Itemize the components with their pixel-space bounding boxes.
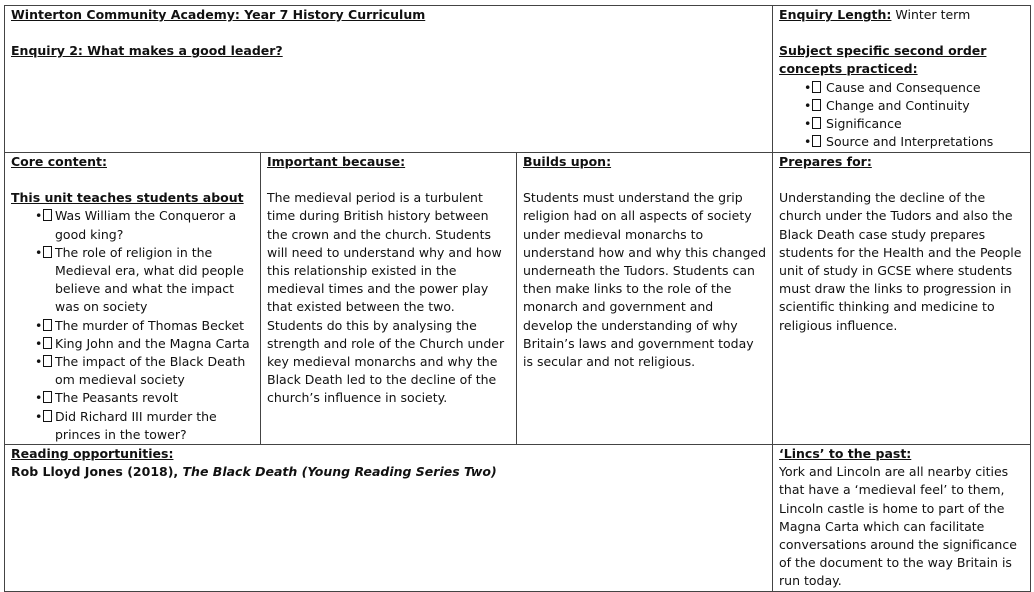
reading-heading: Reading opportunities: (11, 446, 174, 462)
list-item: • The murder of Thomas Becket (11, 317, 254, 335)
bullet-icon: • (804, 97, 821, 115)
page-title: Winterton Community Academy: Year 7 History Curriculum (11, 7, 426, 22)
core-heading: Core content: (11, 154, 107, 169)
list-item: • The impact of the Black Death om medieval society (35, 354, 246, 388)
concepts-heading: Subject specific second order concepts practiced: (779, 43, 987, 77)
important-text: The medieval period is a turbulent time during British history between the crown and the church. Students will need to understand why and how this relationship existed in the medieval times and the power play that existed between the two. Students do this by analysing the strength and role of the Church under key medieval monarchs and why the Black Death led to the decline of the church’s influence in society. (267, 190, 505, 406)
bullet-icon: • (35, 353, 52, 371)
list-item: • Source and Interpretations (779, 133, 1024, 151)
reading-book-title: The Black Death (Young Reading Series Two) (182, 464, 497, 480)
list-item: • The role of religion in the Medieval era, what did people believe and what the impact was on society (35, 244, 244, 315)
important-heading: Important because: (267, 154, 406, 169)
enquiry-length-label: Enquiry Length: (779, 7, 892, 22)
bullet-icon: • (804, 133, 821, 151)
lincs-heading: ‘Lincs’ to the past: (779, 446, 912, 462)
prepares-heading: Prepares for: (779, 154, 872, 169)
bullet-icon: • (35, 244, 52, 262)
concepts-list (779, 79, 1024, 152)
builds-text: Students must understand the grip religion had on all aspects of society under medieval monarchs to understand how and why this changed underneath the Tudors. Students can then make links to the role of the monarch and government and develop the understanding of why Britain’s laws and government today is secular and not religious. (523, 190, 767, 370)
lincs-text: York and Lincoln are all nearby cities that have a ‘medieval feel’ to them, Lincoln castle is home to part of the Magna Carta which can facilitate conversations around the significance of the document to the way Britain is run today. (779, 464, 1017, 589)
list-item: • Change and Continuity (779, 97, 1024, 115)
list-item: • Did Richard III murder the princes in the tower? (35, 408, 217, 442)
list-item: • Significance (779, 115, 1024, 133)
core-list (11, 207, 254, 444)
builds-heading: Builds upon: (523, 154, 612, 169)
bullet-icon: • (804, 79, 821, 97)
bullet-icon: • (35, 408, 52, 426)
curriculum-table (4, 5, 1031, 592)
prepares-text: Understanding the decline of the church under the Tudors and also the Black Death case study prepares students for the Health and the People unit of study in GCSE where students must draw the links to progression in scientific thinking and medicine to religious influence. (779, 190, 1022, 333)
bullet-icon: • (35, 207, 52, 225)
enquiry-info-cell (773, 6, 1031, 153)
core-content-cell (5, 153, 261, 445)
important-because-cell (261, 153, 517, 445)
builds-upon-cell (517, 153, 773, 445)
enquiry-length (779, 6, 1024, 24)
reading-author: Rob Lloyd Jones (2018), (11, 464, 183, 480)
list-item: • Cause and Consequence (779, 79, 1024, 97)
enquiry-length-value: Winter term (891, 7, 971, 22)
list-item: • The Peasants revolt (11, 389, 254, 407)
enquiry-title: Enquiry 2: What makes a good leader? (11, 43, 283, 59)
bullet-icon: • (35, 317, 52, 335)
prepares-for-cell (773, 153, 1031, 445)
header-cell (5, 6, 773, 153)
list-item: • Was William the Conqueror a good king? (35, 208, 237, 242)
core-subheading: This unit teaches students about (11, 190, 244, 206)
lincs-cell (773, 445, 1031, 592)
bullet-icon: • (35, 389, 52, 407)
reading-cell (5, 445, 773, 592)
bullet-icon: • (35, 335, 52, 353)
bullet-icon: • (804, 115, 821, 133)
reading-entry (11, 463, 766, 481)
list-item: • King John and the Magna Carta (11, 335, 254, 353)
